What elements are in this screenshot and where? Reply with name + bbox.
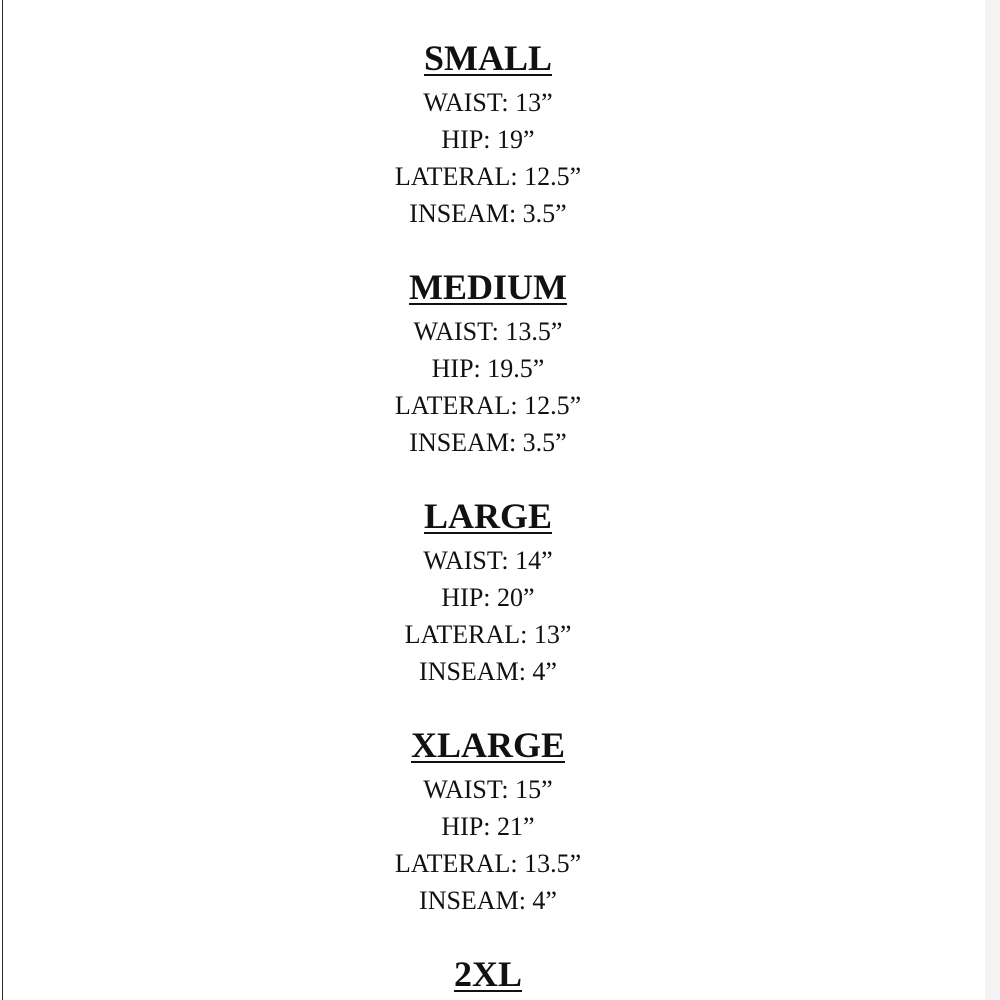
measurement-waist: WAIST: 13” [423,88,553,117]
size-section-2xl [3,956,973,1000]
measurement-hip: HIP: 20” [441,583,535,612]
measurement-lateral: LATERAL: 12.5” [394,162,582,191]
measurement-inseam: INSEAM: 4” [419,886,557,915]
measurement-lateral: LATERAL: 13” [404,620,572,649]
measurement-waist: WAIST: 15” [423,775,553,804]
size-section-small [3,40,973,232]
size-heading: SMALL [423,38,553,78]
scroll-gutter [985,0,1000,1000]
measurement-lateral: LATERAL: 13.5” [394,849,582,878]
measurement-hip: HIP: 19.5” [431,354,545,383]
measurement-waist: WAIST: 13.5” [413,317,563,346]
size-section-large [3,498,973,690]
size-section-medium [3,269,973,461]
size-heading: 2XL [453,954,522,994]
size-heading: XLARGE [410,725,566,765]
measurement-inseam: INSEAM: 4” [419,657,557,686]
measurement-lateral: LATERAL: 12.5” [394,391,582,420]
size-chart-page [2,0,986,1000]
measurement-waist: WAIST: 14” [423,546,553,575]
measurement-inseam: INSEAM: 3.5” [409,199,567,228]
measurement-hip: HIP: 21” [441,812,535,841]
size-section-xlarge [3,727,973,919]
measurement-inseam: INSEAM: 3.5” [409,428,567,457]
size-heading: LARGE [423,496,553,536]
size-heading: MEDIUM [409,267,567,307]
measurement-hip: HIP: 19” [441,125,535,154]
